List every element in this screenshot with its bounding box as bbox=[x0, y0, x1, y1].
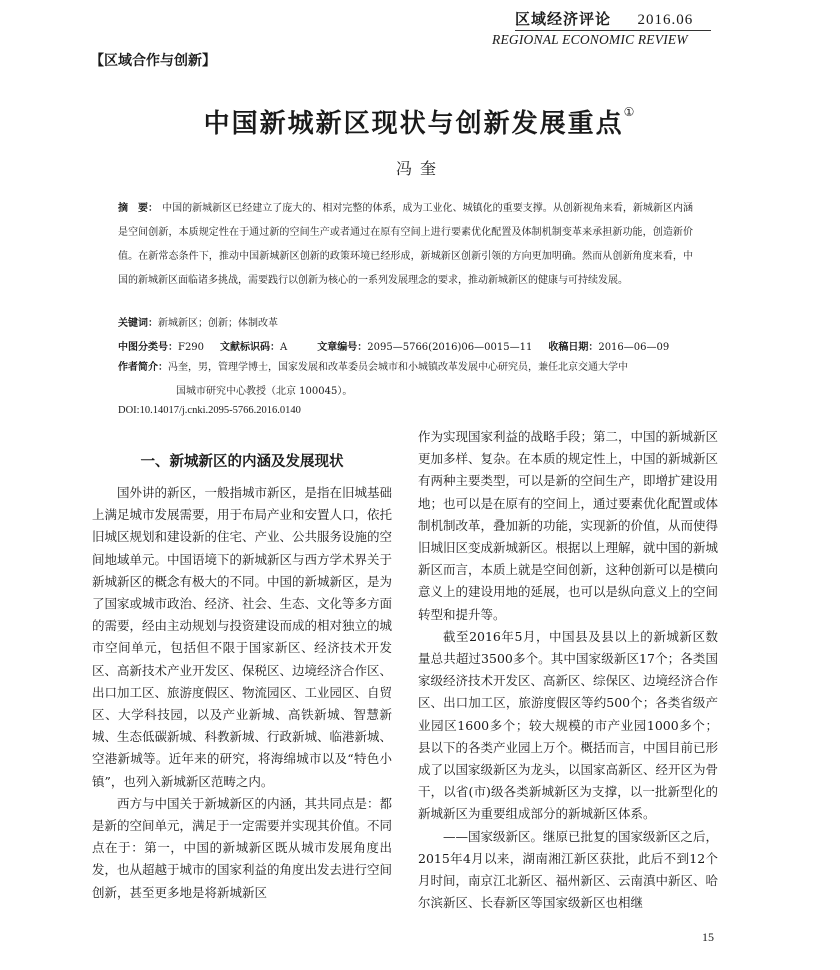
doi: DOI:10.14017/j.cnki.2095-5766.2016.0140 bbox=[118, 405, 301, 416]
clc-label: 中图分类号： bbox=[118, 342, 178, 353]
body-paragraph: 截至2016年5月，中国县及县以上的新城新区数量总共超过3500多个。其中国家级新区17个；各类国家级经济技术开发区、高新区、综保区、边境经济合作区、出口加工区，旅游度假区等约500个；各类省级产业园区1600多个；较大规模的市产业园1000多个；县以下的各类产业园上万个。概括而言，中国目前已形成了以国家级新区为龙头，以国家高新区、经开区为骨干，以省(市)级各类新城新区为支撑，以一批新型化的新城新区为重要组成部分的新城新区体系。 bbox=[418, 628, 719, 822]
doc-code-value: A bbox=[280, 342, 288, 353]
section-heading: 一、新城新区的内涵及发展现状 bbox=[140, 454, 344, 470]
title-footnote-mark: ① bbox=[623, 105, 637, 119]
journal-name-english: REGIONAL ECONOMIC REVIEW bbox=[492, 32, 688, 47]
right-column bbox=[418, 426, 718, 914]
body-paragraph: 国外讲的新区，一般指城市新区，是指在旧城基础上满足城市发展需要，用于布局产业和安置人口，依托旧城区规划和建设新的住宅、产业、公共服务设施的空间地域单元。中国语境下的新城新区与西方学术界关于新城新区的概念有极大的不同。中国的新城新区，是为了国家或城市政治、经济、社会、生态、文化等多方面的需要，经由主动规划与投资建设而成的相对独立的城市空间单元，包括但不限于国家新区、经济技术开发区、高新技术产业开发区、保税区、边境经济合作区、出口加工区、旅游度假区、物流园区、工业园区、自贸区、大学科技园，以及产业新城、高铁新城、智慧新城、生态低碳新城、科教新城、行政新城、临港新城、空港新城等。近年来的研究，将海绵城市以及“特色小镇”，也列入新城新区范畴之内。 bbox=[92, 485, 393, 789]
author-info bbox=[118, 356, 693, 404]
article-number-label: 文章编号： bbox=[317, 342, 368, 353]
article-number-value: 2095—5766(2016)06—0015—11 bbox=[367, 342, 533, 353]
article-author: 冯奎 bbox=[395, 159, 444, 178]
received-date-value: 2016—06—09 bbox=[598, 342, 670, 353]
column-label: 【区域合作与创新】 bbox=[90, 52, 216, 68]
doc-code-label: 文献标识码： bbox=[220, 342, 281, 353]
header-rule bbox=[515, 30, 711, 31]
keywords-label: 关键词： bbox=[118, 318, 158, 329]
article-title bbox=[0, 103, 840, 140]
journal-issue: 2016.06 bbox=[637, 12, 694, 28]
journal-name: 区域经济评论 bbox=[515, 10, 612, 28]
clc-value: F290 bbox=[178, 342, 205, 353]
received-date-label: 收稿日期： bbox=[548, 342, 599, 353]
left-column bbox=[92, 482, 392, 904]
page-number: 15 bbox=[702, 930, 714, 944]
author-info-line2: 国城市研究中心教授（北京 100045）。 bbox=[176, 386, 353, 397]
abstract bbox=[118, 197, 693, 293]
body-paragraph: 西方与中国关于新城新区的内涵，其共同点是：都是新的空间单元，满足于一定需要并实现其价值。不同点在于：第一，中国的新城新区既从城市发展角度出发，也从超越于城市的国家利益的角度出发去进行空间创新，甚至更多地是将新城新区 bbox=[92, 795, 393, 900]
title-text: 中国新城新区现状与创新发展重点 bbox=[203, 108, 624, 138]
author-info-label: 作者简介： bbox=[118, 362, 168, 373]
journal-header bbox=[515, 8, 693, 29]
abstract-label: 摘 要： bbox=[118, 203, 159, 214]
body-paragraph: ——国家级新区。继原已批复的国家级新区之后，2015年4月以来，湖南湘江新区获批，此后不到12个月时间，南京江北新区、福州新区、云南滇中新区、哈尔滨新区、长春新区等国家级新区也相继 bbox=[418, 828, 719, 911]
body-paragraph: 作为实现国家利益的战略手段；第二，中国的新城新区更加多样、复杂。在本质的规定性上，中国的新城新区有两种主要类型，可以是新的空间生产，即增扩建设用地；也可以是在原有的空间上，通过要素优化配置或体制机制改革，叠加新的功能，实现新的价值，从而使得旧城旧区变成新城新区。根据以上理解，就中国的新城新区而言，本质上就是空间创新，这种创新可以是横向意义上的建设用地的延展，也可以是纵向意义上的空间转型和提升等。 bbox=[418, 429, 719, 622]
author-info-line1: 冯奎，男，管理学博士，国家发展和改革委员会城市和小城镇改革发展中心研究员，兼任北京交通大学中 bbox=[168, 362, 628, 373]
keywords-text: 新城新区；创新；体制改革 bbox=[158, 318, 278, 329]
keywords bbox=[118, 312, 693, 336]
abstract-text: 中国的新城新区已经建立了庞大的、相对完整的体系，成为工业化、城镇化的重要支撑。从创新视角来看，新城新区内涵是空间创新，本质规定性在于通过新的空间生产或者通过在原有空间上进行要素优化配置及体制机制变革来承担新功能，创造新价值。在新常态条件下，推动中国新城新区创新的政策环境已经形成，新城新区创新引领的方向更加明确。然而从创新角度来看，中国的新城新区面临诸多挑战，需要践行以创新为核心的一系列发展理念的要求，推动新城新区的健康与可持续发展。 bbox=[118, 203, 694, 286]
